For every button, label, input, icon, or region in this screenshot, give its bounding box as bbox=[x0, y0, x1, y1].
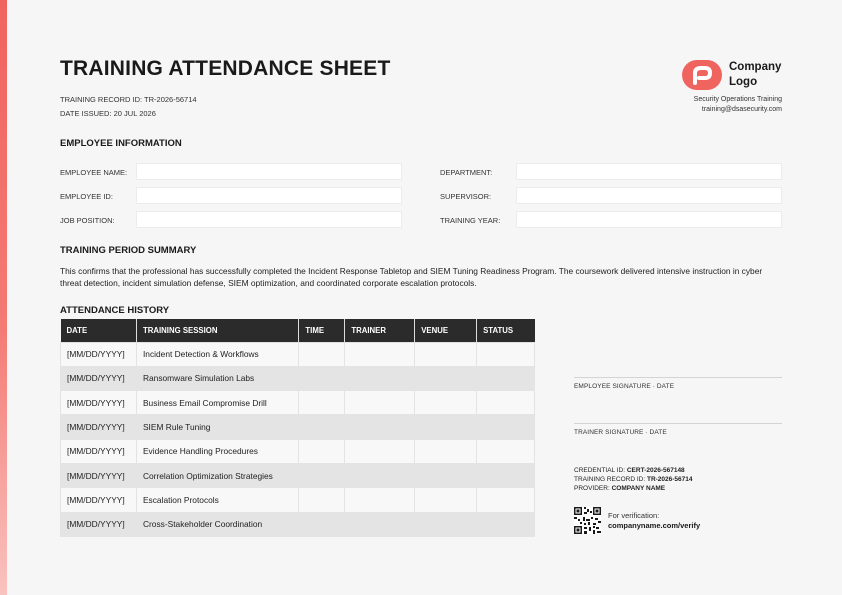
cell-venue[interactable] bbox=[415, 463, 477, 487]
qr-code-icon bbox=[574, 507, 601, 534]
cell-trainer[interactable] bbox=[345, 415, 415, 439]
table-row bbox=[61, 366, 535, 390]
cell-time[interactable] bbox=[299, 439, 345, 463]
employee-signature-label: EMPLOYEE SIGNATURE · DATE bbox=[574, 383, 675, 390]
cell-trainer[interactable] bbox=[345, 342, 415, 366]
cell-status[interactable] bbox=[477, 463, 535, 487]
attendance-header-row bbox=[61, 319, 535, 342]
cell-time[interactable] bbox=[299, 512, 345, 536]
cell-session: SIEM Rule Tuning bbox=[136, 415, 298, 439]
table-row bbox=[61, 512, 535, 536]
cell-venue[interactable] bbox=[415, 512, 477, 536]
cell-venue[interactable] bbox=[415, 342, 477, 366]
training-year-field[interactable] bbox=[516, 211, 782, 228]
cell-venue[interactable] bbox=[415, 415, 477, 439]
company-logo-icon bbox=[682, 60, 722, 90]
verification-label: For verification: bbox=[608, 511, 660, 520]
cell-trainer[interactable] bbox=[345, 366, 415, 390]
cell-status[interactable] bbox=[477, 366, 535, 390]
credential-provider: PROVIDER: COMPANY NAME bbox=[574, 484, 666, 492]
cell-trainer[interactable] bbox=[345, 463, 415, 487]
cell-time[interactable] bbox=[299, 391, 345, 415]
document-title: TRAINING ATTENDANCE SHEET bbox=[60, 57, 391, 80]
trainer-signature-label: TRAINER SIGNATURE · DATE bbox=[574, 429, 667, 436]
cell-time[interactable] bbox=[299, 488, 345, 512]
cell-date[interactable]: [MM/DD/YYYY] bbox=[61, 391, 137, 415]
cell-session: Correlation Optimization Strategies bbox=[136, 463, 298, 487]
record-id: TRAINING RECORD ID: TR-2026-56714 bbox=[60, 95, 197, 104]
table-row bbox=[61, 439, 535, 463]
supervisor-field[interactable] bbox=[516, 187, 782, 204]
cell-venue[interactable] bbox=[415, 391, 477, 415]
col-training-session: TRAINING SESSION bbox=[136, 319, 298, 342]
cell-trainer[interactable] bbox=[345, 488, 415, 512]
table-row bbox=[61, 463, 535, 487]
employee-id-field[interactable] bbox=[136, 187, 402, 204]
cell-status[interactable] bbox=[477, 488, 535, 512]
col-trainer: TRAINER bbox=[345, 319, 415, 342]
col-venue: VENUE bbox=[415, 319, 477, 342]
company-program: Security Operations Training bbox=[693, 96, 782, 103]
supervisor-label: SUPERVISOR: bbox=[440, 192, 492, 201]
cell-session: Ransomware Simulation Labs bbox=[136, 366, 298, 390]
job-position-label: JOB POSITION: bbox=[60, 216, 115, 225]
cell-venue[interactable] bbox=[415, 488, 477, 512]
verification-link[interactable]: companyname.com/verify bbox=[608, 521, 701, 530]
cell-date[interactable]: [MM/DD/YYYY] bbox=[61, 488, 137, 512]
col-time: TIME bbox=[299, 319, 345, 342]
table-row bbox=[61, 391, 535, 415]
cell-status[interactable] bbox=[477, 439, 535, 463]
table-row bbox=[61, 488, 535, 512]
attendance-heading: ATTENDANCE HISTORY bbox=[60, 305, 170, 316]
accent-bar bbox=[0, 0, 7, 595]
trainer-signature-line[interactable] bbox=[574, 423, 782, 424]
employee-name-label: EMPLOYEE NAME: bbox=[60, 168, 128, 177]
company-info bbox=[694, 95, 782, 114]
cell-status[interactable] bbox=[477, 512, 535, 536]
date-issued: DATE ISSUED: 20 JUL 2026 bbox=[60, 109, 156, 118]
employee-name-field[interactable] bbox=[136, 163, 402, 180]
cell-venue[interactable] bbox=[415, 366, 477, 390]
cell-venue[interactable] bbox=[415, 439, 477, 463]
cell-trainer[interactable] bbox=[345, 391, 415, 415]
cell-session: Incident Detection & Workflows bbox=[136, 342, 298, 366]
summary-text: This confirms that the professional has successfully completed the Incident Response Tabletop and SIEM Tuning Readiness Program. The coursework delivered intensive instruction in cyber threat detection, incident simulation defense, SIEM optimization, and coordinated corporate escalation protocols. bbox=[60, 266, 763, 288]
col-date: DATE bbox=[61, 319, 137, 342]
cell-status[interactable] bbox=[477, 342, 535, 366]
cell-date[interactable]: [MM/DD/YYYY] bbox=[61, 463, 137, 487]
summary-heading: TRAINING PERIOD SUMMARY bbox=[60, 245, 197, 256]
cell-status[interactable] bbox=[477, 415, 535, 439]
cell-session: Business Email Compromise Drill bbox=[136, 391, 298, 415]
cell-time[interactable] bbox=[299, 366, 345, 390]
cell-time[interactable] bbox=[299, 342, 345, 366]
table-row bbox=[61, 415, 535, 439]
attendance-table bbox=[60, 319, 535, 537]
department-field[interactable] bbox=[516, 163, 782, 180]
credential-record-id: TRAINING RECORD ID: TR-2026-56714 bbox=[574, 475, 693, 483]
company-email: training@dsasecurity.com bbox=[701, 105, 782, 113]
cell-date[interactable]: [MM/DD/YYYY] bbox=[61, 415, 137, 439]
cell-status[interactable] bbox=[477, 391, 535, 415]
verification-block bbox=[608, 511, 700, 531]
col-status: STATUS bbox=[477, 319, 535, 342]
credential-block bbox=[574, 467, 693, 493]
cell-trainer[interactable] bbox=[345, 439, 415, 463]
job-position-field[interactable] bbox=[136, 211, 402, 228]
cell-date[interactable]: [MM/DD/YYYY] bbox=[61, 512, 137, 536]
training-year-label: TRAINING YEAR: bbox=[440, 216, 501, 225]
cell-session: Evidence Handling Procedures bbox=[136, 439, 298, 463]
cell-date[interactable]: [MM/DD/YYYY] bbox=[61, 366, 137, 390]
cell-date[interactable]: [MM/DD/YYYY] bbox=[61, 342, 137, 366]
credential-id: CREDENTIAL ID: CERT-2026-567148 bbox=[574, 467, 685, 474]
employee-signature-line[interactable] bbox=[574, 377, 782, 378]
cell-time[interactable] bbox=[299, 463, 345, 487]
employee-info-heading: EMPLOYEE INFORMATION bbox=[60, 138, 182, 149]
cell-session: Escalation Protocols bbox=[136, 488, 298, 512]
cell-date[interactable]: [MM/DD/YYYY] bbox=[61, 439, 137, 463]
employee-id-label: EMPLOYEE ID: bbox=[60, 192, 113, 201]
cell-trainer[interactable] bbox=[345, 512, 415, 536]
table-row bbox=[61, 342, 535, 366]
company-logo-text: Company Logo bbox=[729, 61, 782, 88]
cell-time[interactable] bbox=[299, 415, 345, 439]
cell-session: Cross-Stakeholder Coordination bbox=[136, 512, 298, 536]
department-label: DEPARTMENT: bbox=[440, 168, 493, 177]
